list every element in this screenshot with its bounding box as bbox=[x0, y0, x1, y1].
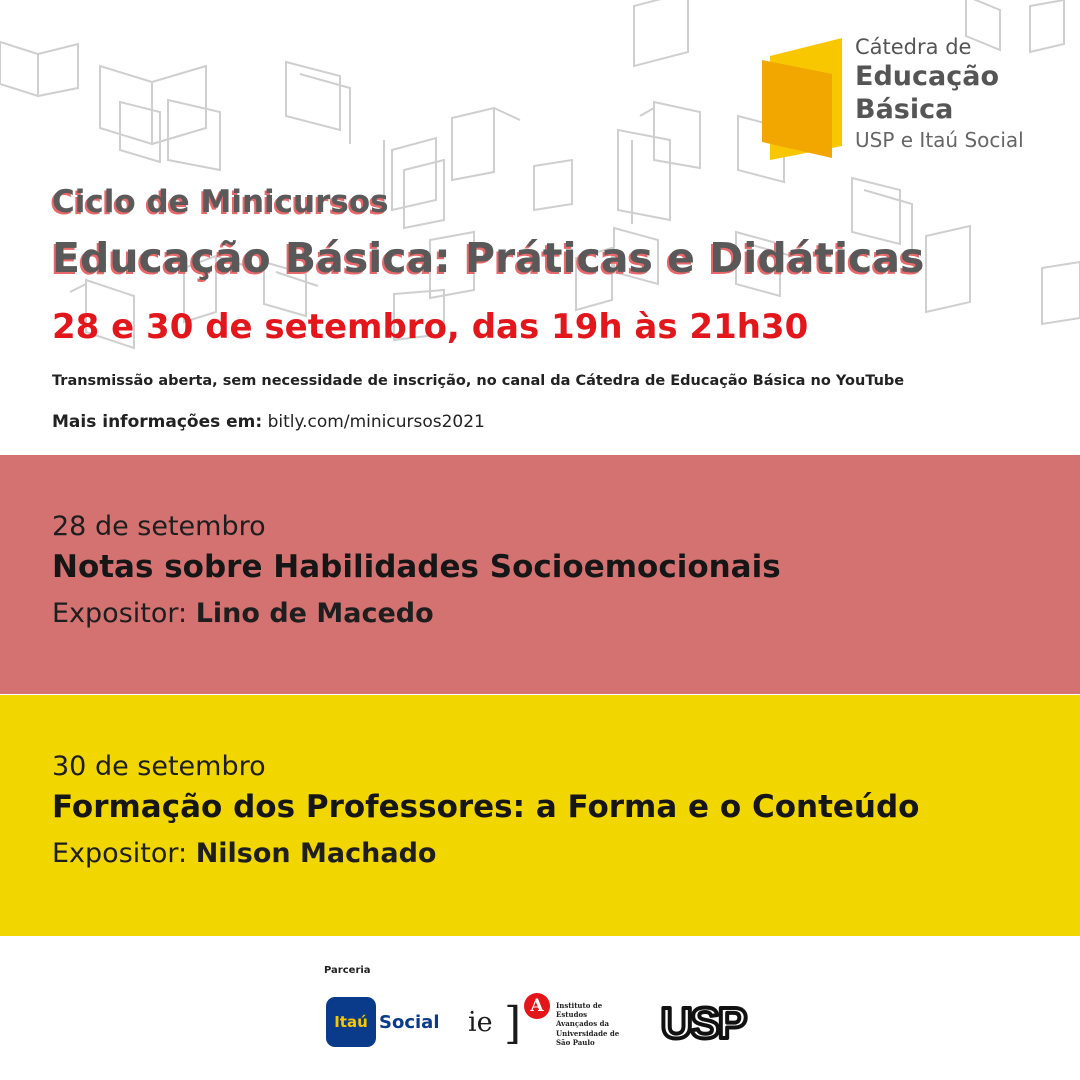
catedra-logo bbox=[762, 34, 1062, 164]
iea-a-icon: A bbox=[524, 993, 550, 1019]
event-dates: 28 e 30 de setembro, das 19h às 21h30 bbox=[52, 307, 809, 347]
session-speaker bbox=[52, 598, 434, 629]
logo-sub: USP e Itaú Social bbox=[855, 128, 1024, 152]
iea-text-line: Universidade de bbox=[556, 1028, 620, 1038]
iea-text-line: Estudos bbox=[556, 1010, 588, 1020]
speaker-label: Expositor: bbox=[52, 598, 188, 629]
session-band-1 bbox=[0, 455, 1080, 694]
speaker-label: Expositor: bbox=[52, 838, 188, 869]
usp-text: USP bbox=[660, 999, 746, 1044]
logo-line1: Educação bbox=[855, 61, 999, 92]
logo-line2: Básica bbox=[855, 94, 954, 125]
iea-usp-logo bbox=[468, 993, 628, 1053]
itau-social-logo bbox=[326, 997, 440, 1047]
iea-text-line: São Paulo bbox=[556, 1037, 595, 1047]
session-speaker bbox=[52, 838, 436, 869]
more-info-link[interactable]: bitly.com/minicursos2021 bbox=[267, 412, 485, 432]
more-info bbox=[52, 412, 485, 432]
logo-text bbox=[855, 34, 1024, 154]
session-band-2 bbox=[0, 695, 1080, 936]
session-topic: Formação dos Professores: a Forma e o Conteúdo bbox=[52, 789, 920, 825]
usp-logo bbox=[648, 998, 758, 1044]
session-topic: Notas sobre Habilidades Socioemocionais bbox=[52, 549, 781, 585]
partners-label: Parceria bbox=[324, 965, 371, 976]
iea-text bbox=[556, 1001, 628, 1047]
series-heading: Ciclo de Minicursos bbox=[52, 184, 389, 220]
itau-box: Itaú bbox=[326, 997, 376, 1047]
session-date: 30 de setembro bbox=[52, 751, 266, 782]
itau-social-text: Social bbox=[379, 1011, 440, 1033]
speaker-name: Nilson Machado bbox=[195, 838, 437, 869]
book-logo-icon bbox=[762, 34, 844, 160]
more-info-label: Mais informações em: bbox=[52, 412, 263, 432]
iea-text-line: Instituto de bbox=[556, 1001, 603, 1010]
session-date: 28 de setembro bbox=[52, 511, 266, 542]
page-title: Educação Básica: Práticas e Didáticas bbox=[52, 234, 925, 282]
iea-ie: ie bbox=[468, 1007, 493, 1038]
iea-bracket: ] bbox=[504, 998, 522, 1049]
logo-pre: Cátedra de bbox=[855, 35, 972, 59]
speaker-name: Lino de Macedo bbox=[195, 598, 434, 629]
iea-text-line: Avançados da bbox=[556, 1019, 610, 1029]
transmission-note: Transmissão aberta, sem necessidade de inscrição, no canal da Cátedra de Educação Básica no YouTube bbox=[52, 373, 905, 389]
